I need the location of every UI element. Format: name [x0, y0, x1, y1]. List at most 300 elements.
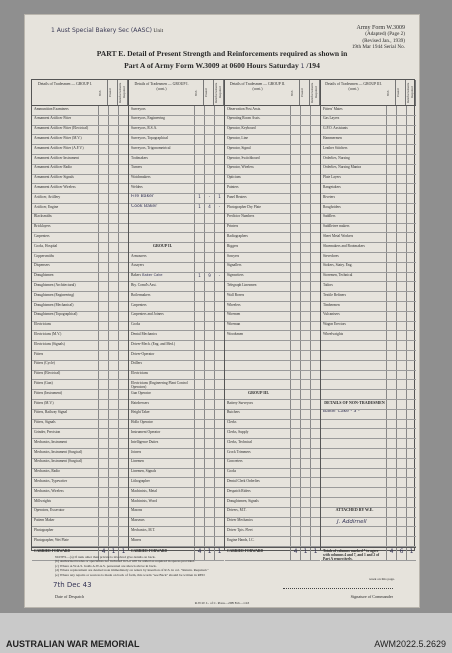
count-cell	[310, 371, 320, 380]
trade-label: Baker Cake - 3 -	[323, 409, 360, 415]
table-row	[225, 263, 320, 273]
count-cell	[194, 498, 204, 507]
trade-label: Clerks, Supply	[227, 429, 249, 434]
count-cell	[300, 116, 310, 125]
count-cell	[290, 145, 300, 154]
trade-label: Hairdressers	[131, 400, 149, 405]
count-cell	[108, 351, 118, 360]
count-cell	[300, 537, 310, 546]
count-cell	[108, 116, 118, 125]
trade-label: Telegraph Linesmen	[227, 282, 257, 287]
table-row	[32, 469, 128, 479]
count-cell	[396, 527, 406, 536]
count-cell	[310, 439, 320, 448]
count-cell	[300, 145, 310, 154]
count-cell	[98, 537, 108, 546]
trade-label: Driver-Operator	[131, 351, 155, 356]
count-cell	[98, 400, 108, 409]
table-row	[321, 155, 416, 165]
count-cell	[108, 439, 118, 448]
trade-label: Carpenters	[131, 302, 147, 307]
count-cell	[290, 361, 300, 370]
count-cell	[214, 469, 224, 478]
table-row	[129, 518, 224, 528]
count-cell	[204, 253, 214, 262]
count-cell	[108, 518, 118, 527]
trade-label: Roughriders	[323, 204, 341, 209]
trade-label: G.P.O. Assistants	[323, 126, 348, 131]
count-cell	[98, 322, 108, 331]
count-cell	[396, 390, 406, 399]
table-row	[32, 243, 128, 253]
table-row	[129, 155, 224, 165]
count-cell	[214, 341, 224, 350]
trade-label: Signallers	[227, 263, 242, 268]
count-cell	[98, 351, 108, 360]
count-cell	[310, 145, 320, 154]
count-cell	[214, 351, 224, 360]
count-cell	[310, 469, 320, 478]
count-cell	[108, 449, 118, 458]
count-cell	[386, 292, 396, 301]
count-cell	[98, 420, 108, 429]
count-cell	[310, 322, 320, 331]
count-cell	[310, 420, 320, 429]
table-row	[129, 233, 224, 243]
count-cell	[108, 165, 118, 174]
table-row	[321, 194, 416, 204]
count-cell	[108, 508, 118, 517]
trade-label: Artificer, Artillery	[34, 194, 61, 199]
count-cell	[290, 135, 300, 144]
count-cell	[386, 224, 396, 233]
trade-label: GROUP II.	[152, 243, 173, 248]
count-cell	[396, 331, 406, 340]
trade-label: Boilermakers	[131, 292, 151, 297]
count-cell	[214, 214, 224, 223]
form-date: 19th Mar 1944 Serial No.	[351, 44, 405, 51]
count-cell	[300, 390, 310, 399]
count-cell	[204, 380, 214, 389]
count-cell	[310, 537, 320, 546]
count-cell	[386, 184, 396, 193]
trade-label: Butchers	[227, 410, 240, 415]
table-row	[129, 498, 224, 508]
trade-label: Machinists, Metal	[131, 488, 157, 493]
count-cell	[396, 184, 406, 193]
commander-signature-hw: J. Addirnell	[337, 519, 367, 525]
table-row	[32, 351, 128, 361]
count-cell	[108, 135, 118, 144]
count-cell	[204, 390, 214, 399]
column-subhead: Posted	[300, 80, 310, 105]
count-cell	[98, 341, 108, 350]
table-row	[225, 488, 320, 498]
trade-label: Operators, Excavator	[34, 508, 65, 513]
table-row	[225, 253, 320, 263]
count-cell	[396, 410, 406, 419]
table-row	[225, 341, 320, 351]
trade-label: Draughtsmen (Mechanical)	[34, 302, 74, 307]
count-cell	[290, 175, 300, 184]
table-row	[225, 331, 320, 341]
count-cell	[194, 302, 204, 311]
count-cell	[290, 478, 300, 487]
count-cell	[194, 243, 204, 252]
count-cell	[118, 380, 128, 389]
trade-label: Surveyors, Topographical	[131, 135, 169, 140]
count-cell	[396, 420, 406, 429]
count-cell	[204, 469, 214, 478]
note-line: (e) Where any repairs or sources is made on back of form, this words "see Back" should be written in RED	[55, 572, 205, 577]
count-cell	[118, 459, 128, 468]
count-cell	[386, 469, 396, 478]
table-row	[225, 429, 320, 439]
count-cell	[406, 263, 416, 272]
army-form-page	[24, 14, 420, 608]
count-cell	[214, 224, 224, 233]
count-cell	[98, 165, 108, 174]
count-cell	[98, 253, 108, 262]
trade-label	[225, 380, 290, 389]
count-cell	[118, 233, 128, 242]
count-cell	[300, 302, 310, 311]
count-cell	[194, 184, 204, 193]
trade-label: Wiremen	[227, 312, 241, 317]
table-row	[129, 243, 224, 253]
count-cell	[406, 518, 416, 527]
count-cell	[194, 351, 204, 360]
trade-label: Surveyors, R.S.A.	[131, 126, 158, 131]
count-cell	[310, 459, 320, 468]
table-row	[32, 214, 128, 224]
trade-label	[225, 341, 290, 350]
count-cell	[118, 331, 128, 340]
count-cell	[386, 302, 396, 311]
table-row	[32, 449, 128, 459]
count-cell	[396, 224, 406, 233]
table-row	[225, 145, 320, 155]
count-cell	[386, 233, 396, 242]
count-cell	[118, 253, 128, 262]
trade-label: Fitters (M.V.)	[34, 400, 54, 405]
count-cell	[310, 380, 320, 389]
table-row	[321, 351, 416, 361]
trade-label: Armament Artificer Wireless	[34, 184, 76, 189]
count-cell	[386, 410, 396, 419]
trade-label	[321, 420, 386, 429]
note-line: (d) Where replacement are desired note immediately on return by insertion of R.S. in col. "Return. Required."	[55, 568, 209, 573]
count-cell	[98, 390, 108, 399]
count-cell	[310, 449, 320, 458]
count-cell	[406, 429, 416, 438]
count-cell	[98, 273, 108, 282]
count-cell	[118, 155, 128, 164]
count-cell	[214, 498, 224, 507]
count-cell	[214, 508, 224, 517]
count-cell	[194, 459, 204, 468]
table-row	[321, 449, 416, 459]
count-cell	[204, 292, 214, 301]
trade-label: Operator, Line	[227, 135, 249, 140]
trade-label: Tailors	[323, 282, 333, 287]
count-cell	[310, 135, 320, 144]
column-header-title: Details of Tradesmen — GROUP I. (cont.)	[134, 82, 189, 91]
trade-label: Storemen, Technical	[323, 273, 353, 278]
column-header	[321, 80, 416, 106]
trade-label: Bakers Baker Cake	[131, 273, 163, 278]
count-cell	[290, 429, 300, 438]
count-cell	[118, 263, 128, 272]
trade-label: Fitters' Mates	[323, 106, 343, 111]
trade-label: Electricians (M.V.)	[34, 331, 62, 336]
trade-label	[321, 469, 386, 478]
count-cell	[108, 429, 118, 438]
count-cell	[108, 233, 118, 242]
count-cell	[310, 243, 320, 252]
trade-label	[225, 361, 290, 370]
count-cell	[98, 243, 108, 252]
count-cell	[396, 429, 406, 438]
count-cell: -	[214, 273, 224, 282]
table-row	[225, 273, 320, 283]
table-row	[129, 145, 224, 155]
count-cell	[406, 302, 416, 311]
count-cell	[406, 243, 416, 252]
table-row	[321, 439, 416, 449]
table-row	[129, 282, 224, 292]
table-row	[321, 429, 416, 439]
count-cell	[290, 469, 300, 478]
count-cell	[290, 518, 300, 527]
count-cell	[290, 126, 300, 135]
unit-line	[51, 27, 163, 34]
carried-count: 1	[406, 548, 416, 560]
count-cell	[98, 106, 108, 115]
table-row	[321, 537, 416, 547]
count-cell	[118, 224, 128, 233]
count-cell	[396, 508, 406, 517]
count-cell	[406, 390, 416, 399]
trade-label: Armament Artificer Fitter	[34, 116, 72, 121]
count-cell	[108, 459, 118, 468]
count-cell	[386, 253, 396, 262]
count-cell	[290, 341, 300, 350]
trade-label: Orderlies, Nursing Mantra	[323, 165, 362, 170]
table-row	[32, 380, 128, 390]
table-row	[32, 184, 128, 194]
count-cell	[406, 331, 416, 340]
trade-label	[321, 439, 386, 448]
count-cell	[214, 322, 224, 331]
unit-label: Unit	[153, 28, 164, 34]
count-cell	[194, 214, 204, 223]
count-cell	[300, 420, 310, 429]
count-cell	[310, 488, 320, 497]
count-cell	[98, 488, 108, 497]
count-cell	[396, 126, 406, 135]
count-cell	[310, 361, 320, 370]
trade-label: Operator, Wireless	[227, 165, 254, 170]
count-cell	[310, 302, 320, 311]
table-row	[225, 302, 320, 312]
count-cell	[396, 175, 406, 184]
count-cell	[108, 214, 118, 223]
count-cell	[204, 233, 214, 242]
count-cell	[214, 449, 224, 458]
trade-label: Gas Layers	[323, 116, 340, 121]
count-cell	[194, 116, 204, 125]
count-cell	[310, 214, 320, 223]
table-row	[32, 400, 128, 410]
table-row	[129, 184, 224, 194]
count-cell	[300, 488, 310, 497]
count-cell	[396, 400, 406, 409]
table-row	[321, 420, 416, 430]
count-cell	[310, 273, 320, 282]
trade-label: Watchmakers	[131, 175, 151, 180]
count-cell	[300, 371, 310, 380]
date-of-despatch-label: Date of Despatch	[55, 594, 85, 599]
count-cell	[406, 116, 416, 125]
trade-label: Draughtsmen (Engineering)	[34, 292, 75, 297]
count-cell	[214, 302, 224, 311]
count-cell	[118, 429, 128, 438]
count-cell	[396, 194, 406, 203]
count-cell	[108, 498, 118, 507]
count-cell	[386, 175, 396, 184]
count-cell	[108, 469, 118, 478]
count-cell	[194, 380, 204, 389]
grid-column-2	[128, 80, 224, 555]
count-cell	[290, 292, 300, 301]
table-row	[225, 390, 320, 400]
count-cell	[118, 449, 128, 458]
count-cell	[406, 145, 416, 154]
count-cell	[118, 390, 128, 399]
count-cell	[194, 478, 204, 487]
count-cell	[396, 263, 406, 272]
count-cell	[290, 459, 300, 468]
count-cell	[118, 478, 128, 487]
table-row	[225, 478, 320, 488]
count-cell	[290, 322, 300, 331]
count-cell	[204, 498, 214, 507]
table-row	[321, 214, 416, 224]
count-cell: -	[214, 204, 224, 213]
trade-label: Cooks, Hospital	[34, 243, 58, 248]
trade-label: Wheelwrights	[323, 331, 344, 336]
count-cell	[290, 390, 300, 399]
unit-handwritten: 1 Aust Special Bakery Sec (AASC)	[51, 27, 152, 34]
count-cell	[118, 371, 128, 380]
trade-label: Dispensers	[34, 263, 50, 268]
trade-label: Orderlies, Nursing	[323, 155, 350, 160]
count-cell	[290, 371, 300, 380]
trade-label: Operating Room Assts.	[227, 116, 261, 121]
signature-of-commander-label: Signature of Commander	[350, 594, 393, 599]
count-cell	[118, 292, 128, 301]
trade-label: Armament Artificer Fitter (M.V.)	[34, 135, 82, 140]
count-cell	[214, 175, 224, 184]
count-cell	[310, 341, 320, 350]
count-cell	[406, 449, 416, 458]
trade-label: Electricians (Engineering Plant Control Operators)	[131, 380, 188, 390]
table-row	[225, 282, 320, 292]
table-row	[129, 371, 224, 381]
table-row	[129, 116, 224, 126]
trade-label: Linemen, Signals	[131, 469, 157, 474]
form-number: Army Form W.3009	[356, 25, 405, 31]
trade-label: Operator, Switchboard	[227, 155, 260, 160]
count-cell	[194, 106, 204, 115]
count-cell	[118, 175, 128, 184]
count-cell	[214, 518, 224, 527]
count-cell	[214, 243, 224, 252]
count-cell	[194, 312, 204, 321]
count-cell	[386, 214, 396, 223]
count-cell	[290, 420, 300, 429]
table-row	[32, 116, 128, 126]
trade-label: Operator, Keyboard	[227, 126, 256, 131]
count-cell	[108, 341, 118, 350]
trade-label: Miners	[131, 537, 142, 542]
count-cell	[98, 439, 108, 448]
trade-label: Armament Artificer Fitter (Electrical)	[34, 126, 89, 131]
count-cell	[214, 478, 224, 487]
count-cell	[194, 449, 204, 458]
count-cell	[310, 204, 320, 213]
column-subhead: Posted	[108, 80, 118, 105]
count-cell	[310, 498, 320, 507]
count-cell	[108, 224, 118, 233]
count-cell	[300, 400, 310, 409]
count-cell	[194, 233, 204, 242]
count-cell	[386, 508, 396, 517]
count-cell: 4	[204, 204, 214, 213]
count-cell	[406, 155, 416, 164]
count-cell	[290, 155, 300, 164]
count-cell	[194, 224, 204, 233]
part-e-title: PART E. Detail of Present Strength and Reinforcements required as shown in	[96, 49, 348, 58]
trade-label: Riggers	[227, 243, 239, 248]
trade-label	[321, 537, 386, 546]
count-cell	[118, 341, 128, 350]
table-row	[32, 175, 128, 185]
count-cell	[386, 145, 396, 154]
count-cell	[396, 371, 406, 380]
count-cell	[386, 478, 396, 487]
count-cell	[300, 322, 310, 331]
count-cell	[214, 429, 224, 438]
column-subhead: Reinforcements Required	[214, 80, 224, 105]
trade-label: Mechanics, M.T.	[131, 527, 156, 532]
count-cell	[194, 527, 204, 536]
count-cell	[108, 371, 118, 380]
count-cell	[290, 498, 300, 507]
count-cell	[310, 263, 320, 272]
table-row	[129, 331, 224, 341]
count-cell	[396, 312, 406, 321]
count-cell	[194, 165, 204, 174]
count-cell	[98, 331, 108, 340]
trade-label: Fitters, Signals	[34, 420, 56, 425]
count-cell	[204, 175, 214, 184]
trade-label: Machinists, Wood	[131, 498, 157, 503]
table-row	[225, 351, 320, 361]
table-row	[225, 194, 320, 204]
count-cell	[118, 400, 128, 409]
